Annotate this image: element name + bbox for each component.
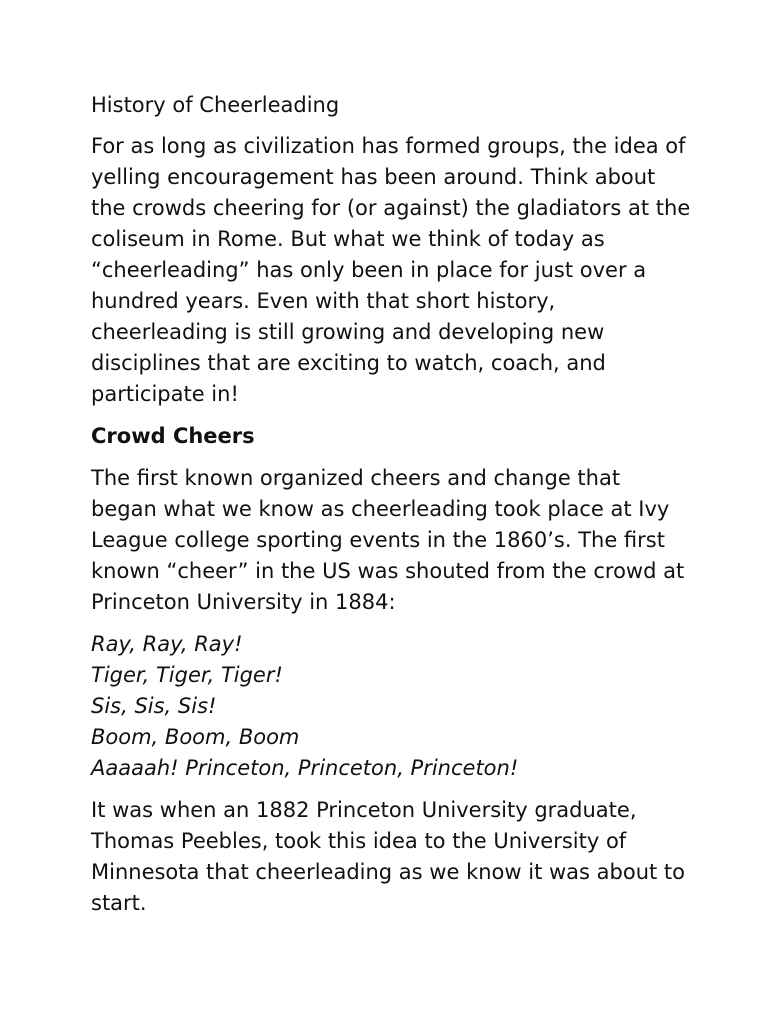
section-paragraph: The first known organized cheers and change that began what we know as cheerleading took place at Ivy League college sporting events in the 1860’s. The first known “cheer” in the US was shouted from the crowd at Princeton University in 1884: (91, 466, 685, 614)
cheer-line: Ray, Ray, Ray! (91, 632, 243, 656)
document-page (91, 90, 691, 930)
cheer-line: Boom, Boom, Boom (91, 725, 300, 749)
cheer-line: Sis, Sis, Sis! (91, 694, 217, 718)
intro-paragraph: For as long as civilization has formed groups, the idea of yelling encouragement has been around. Think about the crowds cheering for (or against) the gladiators at the coliseum in Rome. But what we think of today as “cheerleading” has only been in place for just over a hundred years. Even with that short history, cheerleading is still growing and developing new disciplines that are exciting to watch, coach, and participate in! (91, 134, 691, 406)
closing-paragraph: It was when an 1882 Princeton University graduate, Thomas Peebles, took this idea to the University of Minnesota that cheerleading as we know it was about to start. (91, 798, 685, 915)
cheer-block (91, 629, 691, 784)
section-heading: Crowd Cheers (91, 424, 255, 448)
document-title: History of Cheerleading (91, 93, 340, 117)
cheer-line: Tiger, Tiger, Tiger! (91, 663, 283, 687)
cheer-line: Aaaaah! Princeton, Princeton, Princeton! (91, 756, 519, 780)
